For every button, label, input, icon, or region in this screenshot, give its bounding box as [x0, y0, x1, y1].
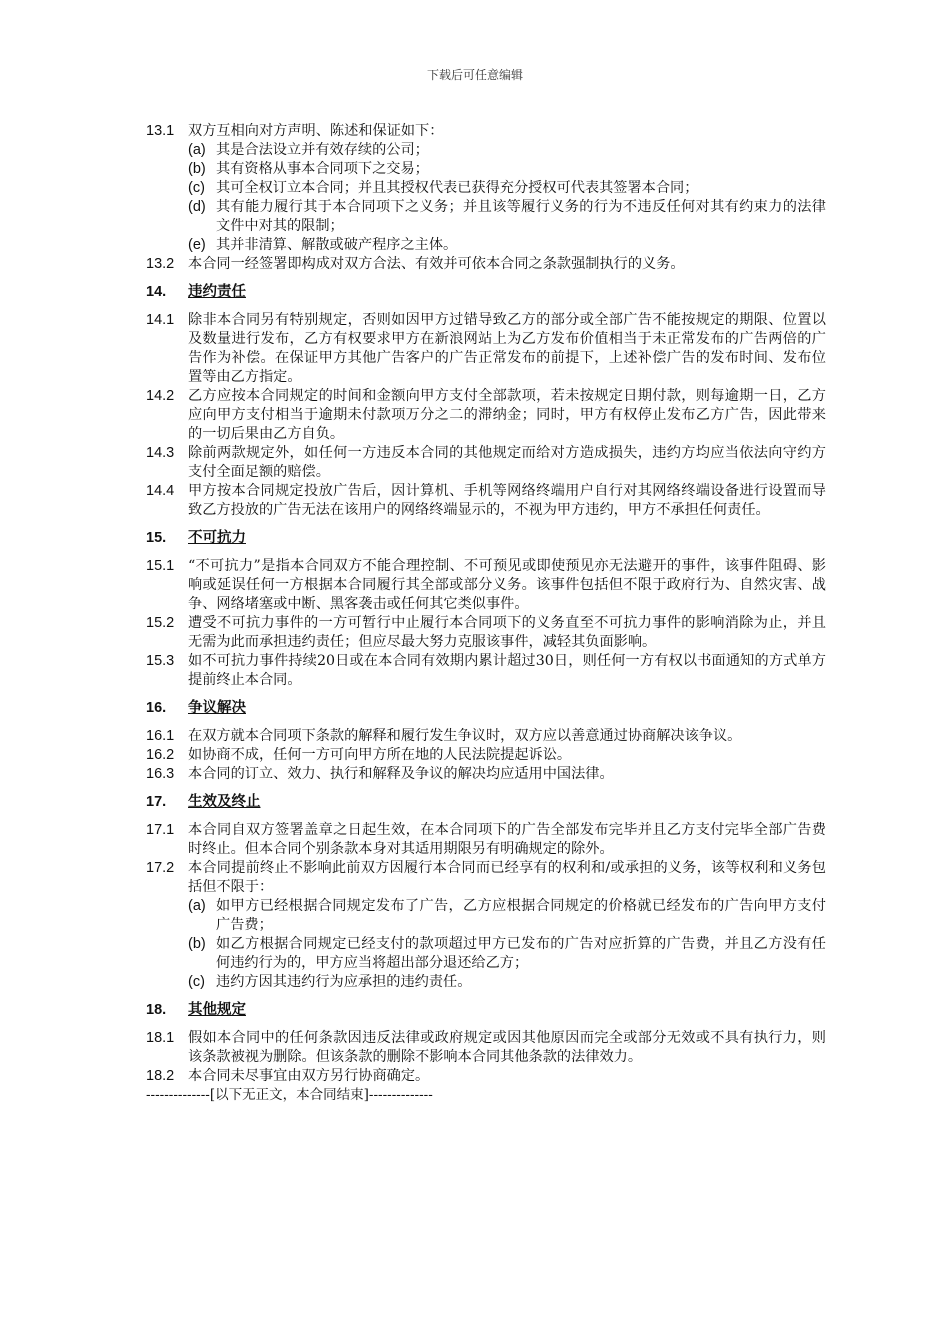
clause-13-1-c	[146, 179, 826, 198]
clause-number: 13.1	[146, 123, 175, 139]
clause-14-3	[146, 444, 826, 482]
section-heading-14	[146, 283, 826, 302]
item-letter: (a)	[188, 898, 206, 914]
clause-18-2	[146, 1067, 826, 1086]
clause-number: 14.1	[146, 312, 175, 328]
item-letter: (b)	[188, 936, 206, 952]
section-number: 16.	[146, 700, 167, 716]
clause-number: 14.3	[146, 445, 175, 461]
item-text: 违约方因其违约行为应承担的违约责任。	[216, 974, 472, 990]
clause-15-1	[146, 557, 826, 614]
clause-text: 本合同的订立、效力、执行和解释及争议的解决均应适用中国法律。	[188, 766, 614, 782]
clause-number: 18.1	[146, 1030, 175, 1046]
section-title: 其他规定	[188, 1002, 246, 1018]
section-title: 争议解决	[188, 700, 246, 716]
clause-17-1	[146, 821, 826, 859]
clause-text: 乙方应按本合同规定的时间和金额向甲方支付全部款项，若未按规定日期付款，则每逾期一日，乙方应向甲方支付相当于逾期未付款项万分之二的滞纳金；同时，甲方有权停止发布乙方广告，因此带来的一切后果由乙方自负。	[188, 388, 826, 442]
clause-number: 15.3	[146, 653, 175, 669]
clause-text: 双方互相向对方声明、陈述和保证如下：	[188, 123, 444, 139]
item-letter: (b)	[188, 161, 206, 177]
clause-13-1-e	[146, 236, 826, 255]
clause-text: 本合同未尽事宜由双方另行协商确定。	[188, 1068, 430, 1084]
clause-text: 除非本合同另有特别规定，否则如因甲方过错导致乙方的部分或全部广告不能按规定的期限、位置以及数量进行发布，乙方有权要求甲方在新浪网站上为乙方发布价值相当于未正常发布的广告两倍的广告作为补偿。在保证甲方其他广告客户的广告正常发布的前提下，上述补偿广告的发布时间、发布位置等由乙方指定。	[188, 312, 826, 385]
contract-body	[146, 122, 826, 1105]
clause-text: 本合同自双方签署盖章之日起生效，在本合同项下的广告全部发布完毕并且乙方支付完毕全部广告费时终止。但本合同个别条款本身对其适用期限另有明确规定的除外。	[188, 822, 826, 857]
clause-text: 在双方就本合同项下条款的解释和履行发生争议时，双方应以善意通过协商解决该争议。	[188, 728, 742, 744]
clause-17-2-c	[146, 973, 826, 992]
clause-number: 17.1	[146, 822, 175, 838]
clause-number: 14.2	[146, 388, 175, 404]
clause-13-1	[146, 122, 826, 141]
clause-15-3	[146, 652, 826, 690]
item-letter: (c)	[188, 974, 205, 990]
clause-17-2	[146, 859, 826, 897]
item-letter: (a)	[188, 142, 206, 158]
clause-number: 16.1	[146, 728, 175, 744]
section-number: 18.	[146, 1002, 167, 1018]
clause-number: 15.1	[146, 558, 175, 574]
clause-text: 甲方按本合同规定投放广告后，因计算机、手机等网络终端用户自行对其网络终端设备进行设置而导致乙方投放的广告无法在该用户的网络终端显示的，不视为甲方违约，甲方不承担任何责任。	[188, 483, 826, 518]
item-letter: (d)	[188, 199, 206, 215]
clause-17-2-a	[146, 897, 826, 935]
clause-14-2	[146, 387, 826, 444]
clause-number: 17.2	[146, 860, 175, 876]
clause-18-1	[146, 1029, 826, 1067]
clause-text: 本合同提前终止不影响此前双方因履行本合同而已经享有的权利和/或承担的义务，该等权利和义务包括但不限于：	[188, 860, 826, 895]
item-text: 如乙方根据合同规定已经支付的款项超过甲方已发布的广告对应折算的广告费，并且乙方没有任何违约行为的，甲方应当将超出部分退还给乙方；	[216, 936, 826, 971]
clause-number: 15.2	[146, 615, 175, 631]
clause-13-1-b	[146, 160, 826, 179]
clause-text: “不可抗力”是指本合同双方不能合理控制、不可预见或即使预见亦无法避开的事件，该事件阻碍、影响或延误任何一方根据本合同履行其全部或部分义务。该事件包括但不限于政府行为、自然灾害、战争、网络堵塞或中断、黑客袭击或任何其它类似事件。	[188, 558, 826, 612]
section-title: 违约责任	[188, 284, 246, 300]
item-letter: (c)	[188, 180, 205, 196]
section-heading-18	[146, 1001, 826, 1020]
clause-text: 除前两款规定外，如任何一方违反本合同的其他规定而给对方造成损失，违约方均应当依法向守约方支付全面足额的赔偿。	[188, 445, 826, 480]
clause-13-1-a	[146, 141, 826, 160]
section-title: 生效及终止	[188, 794, 261, 810]
clause-text: 如协商不成，任何一方可向甲方所在地的人民法院提起诉讼。	[188, 747, 572, 763]
clause-number: 18.2	[146, 1068, 175, 1084]
clause-number: 16.2	[146, 747, 175, 763]
clause-15-2	[146, 614, 826, 652]
section-heading-15	[146, 529, 826, 548]
section-heading-17	[146, 793, 826, 812]
item-text: 如甲方已经根据合同规定发布了广告，乙方应根据合同规定的价格就已经发布的广告向甲方支付广告费；	[216, 898, 826, 933]
clause-14-1	[146, 311, 826, 387]
clause-13-1-d	[146, 198, 826, 236]
section-title: 不可抗力	[188, 530, 246, 546]
item-letter: (e)	[188, 237, 206, 253]
item-text: 其有资格从事本合同项下之交易；	[216, 161, 429, 177]
clause-text: 如不可抗力事件持续20日或在本合同有效期内累计超过30日，则任何一方有权以书面通知的方式单方提前终止本合同。	[188, 653, 826, 688]
clause-13-2	[146, 255, 826, 274]
clause-text: 假如本合同中的任何条款因违反法律或政府规定或因其他原因而完全或部分无效或不具有执行力，则该条款被视为删除。但该条款的删除不影响本合同其他条款的法律效力。	[188, 1030, 826, 1065]
clause-14-4	[146, 482, 826, 520]
clause-number: 14.4	[146, 483, 175, 499]
clause-number: 13.2	[146, 256, 175, 272]
section-heading-16	[146, 699, 826, 718]
clause-text: 遭受不可抗力事件的一方可暂行中止履行本合同项下的义务直至不可抗力事件的影响消除为止，并且无需为此而承担违约责任；但应尽最大努力克服该事件，减轻其负面影响。	[188, 615, 826, 650]
section-number: 17.	[146, 794, 167, 810]
header-note: 下载后可任意编辑	[426, 68, 523, 82]
section-number: 15.	[146, 530, 167, 546]
clause-16-1	[146, 727, 826, 746]
clause-17-2-b	[146, 935, 826, 973]
item-text: 其有能力履行其于本合同项下之义务；并且该等履行义务的行为不违反任何对其有约束力的法律文件中对其的限制；	[216, 199, 826, 234]
clause-16-2	[146, 746, 826, 765]
section-number: 14.	[146, 284, 167, 300]
item-text: 其是合法设立并有效存续的公司；	[216, 142, 429, 158]
clause-text: 本合同一经签署即构成对双方合法、有效并可依本合同之条款强制执行的义务。	[188, 256, 685, 272]
end-of-contract-line: --------------[以下无正文，本合同结束]--------------	[146, 1087, 433, 1103]
item-text: 其并非清算、解散或破产程序之主体。	[216, 237, 458, 253]
item-text: 其可全权订立本合同；并且其授权代表已获得充分授权可代表其签署本合同；	[216, 180, 699, 196]
clause-number: 16.3	[146, 766, 175, 782]
clause-16-3	[146, 765, 826, 784]
